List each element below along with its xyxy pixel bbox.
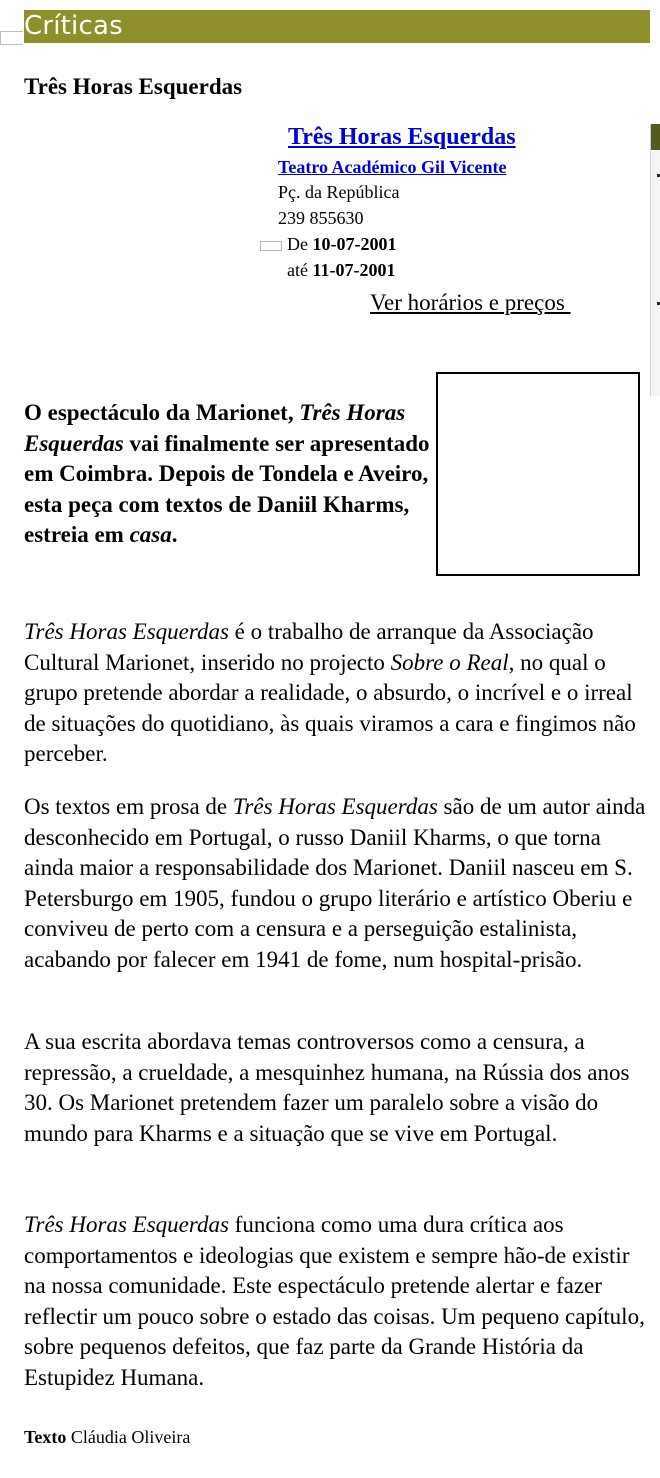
side-panel-cap bbox=[651, 124, 660, 150]
date-from-value: 10-07-2001 bbox=[312, 234, 397, 254]
venue-phone: 239 855630 bbox=[278, 208, 364, 228]
event-title-link[interactable]: Três Horas Esquerdas bbox=[288, 124, 516, 150]
article-lead: O espectáculo da Marionet, Três Horas Esquerdas vai finalmente ser apresentado em Coimbra. Depois de Tondela e Aveiro, esta peça com textos de Daniil Kharms, estreia em casa. bbox=[24, 400, 430, 547]
body-paragraph-1: Três Horas Esquerdas é o trabalho de arranque da Associação Cultural Marionet, inserido no projecto Sobre o Real, no qual o grupo pretende abordar a realidade, o absurdo, o incrível e o irreal de situações do quotidiano, às quais viramos a cara e fingimos não perceber. bbox=[24, 619, 636, 766]
credit-author: Cláudia Oliveira bbox=[70, 1427, 191, 1447]
venue-link[interactable]: Teatro Académico Gil Vicente bbox=[278, 157, 507, 177]
body-paragraph-4: Três Horas Esquerdas funciona como uma dura crítica aos comportamentos e ideologias que existem e sempre hão-de existir na nossa comunidade. Este espectáculo pretende alertar e fazer reflectir um pouco sobre o estado das coisas. Um pequeno capítulo, sobre pequenos defeitos, que faz parte da Grande História da Estupidez Humana. bbox=[24, 1212, 645, 1390]
section-header-bar bbox=[24, 10, 650, 43]
venue-address: Pç. da República bbox=[278, 182, 400, 202]
body-paragraph-2: Os textos em prosa de Três Horas Esquerdas são de um autor ainda desconhecido em Portugal, o russo Daniil Kharms, o que torna ainda maior a responsabilidade dos Marionet. Daniil nasceu em S. Petersburgo em 1905, fundou o grupo literário e artístico Oberiu e conviveu de perto com a censura e a perseguição estalinista, acabando por falecer em 1941 de fome, num hospital-prisão. bbox=[24, 794, 646, 972]
credit-label: Texto bbox=[24, 1427, 67, 1447]
side-panel-edge bbox=[650, 124, 660, 396]
date-from-label: De bbox=[287, 234, 308, 254]
schedule-prices-link[interactable]: Ver horários e preços bbox=[370, 290, 571, 315]
calendar-icon bbox=[260, 241, 282, 251]
article-credit bbox=[24, 1427, 190, 1448]
date-from bbox=[287, 234, 397, 255]
section-title: Críticas bbox=[24, 11, 123, 41]
date-to-label: até bbox=[287, 260, 308, 280]
body-paragraph-3: A sua escrita abordava temas controversos como a censura, a repressão, a crueldade, a mesquinhez humana, na Rússia dos anos 30. Os Marionet pretendem fazer um paralelo sobre a visão do mundo para Kharms e a situação que se vive em Portugal. bbox=[24, 1029, 630, 1146]
article-title: Três Horas Esquerdas bbox=[24, 74, 243, 99]
date-to-value: 11-07-2001 bbox=[312, 260, 396, 280]
section-tab-icon bbox=[0, 31, 23, 45]
article-image-placeholder bbox=[436, 372, 640, 576]
date-to bbox=[287, 260, 395, 281]
